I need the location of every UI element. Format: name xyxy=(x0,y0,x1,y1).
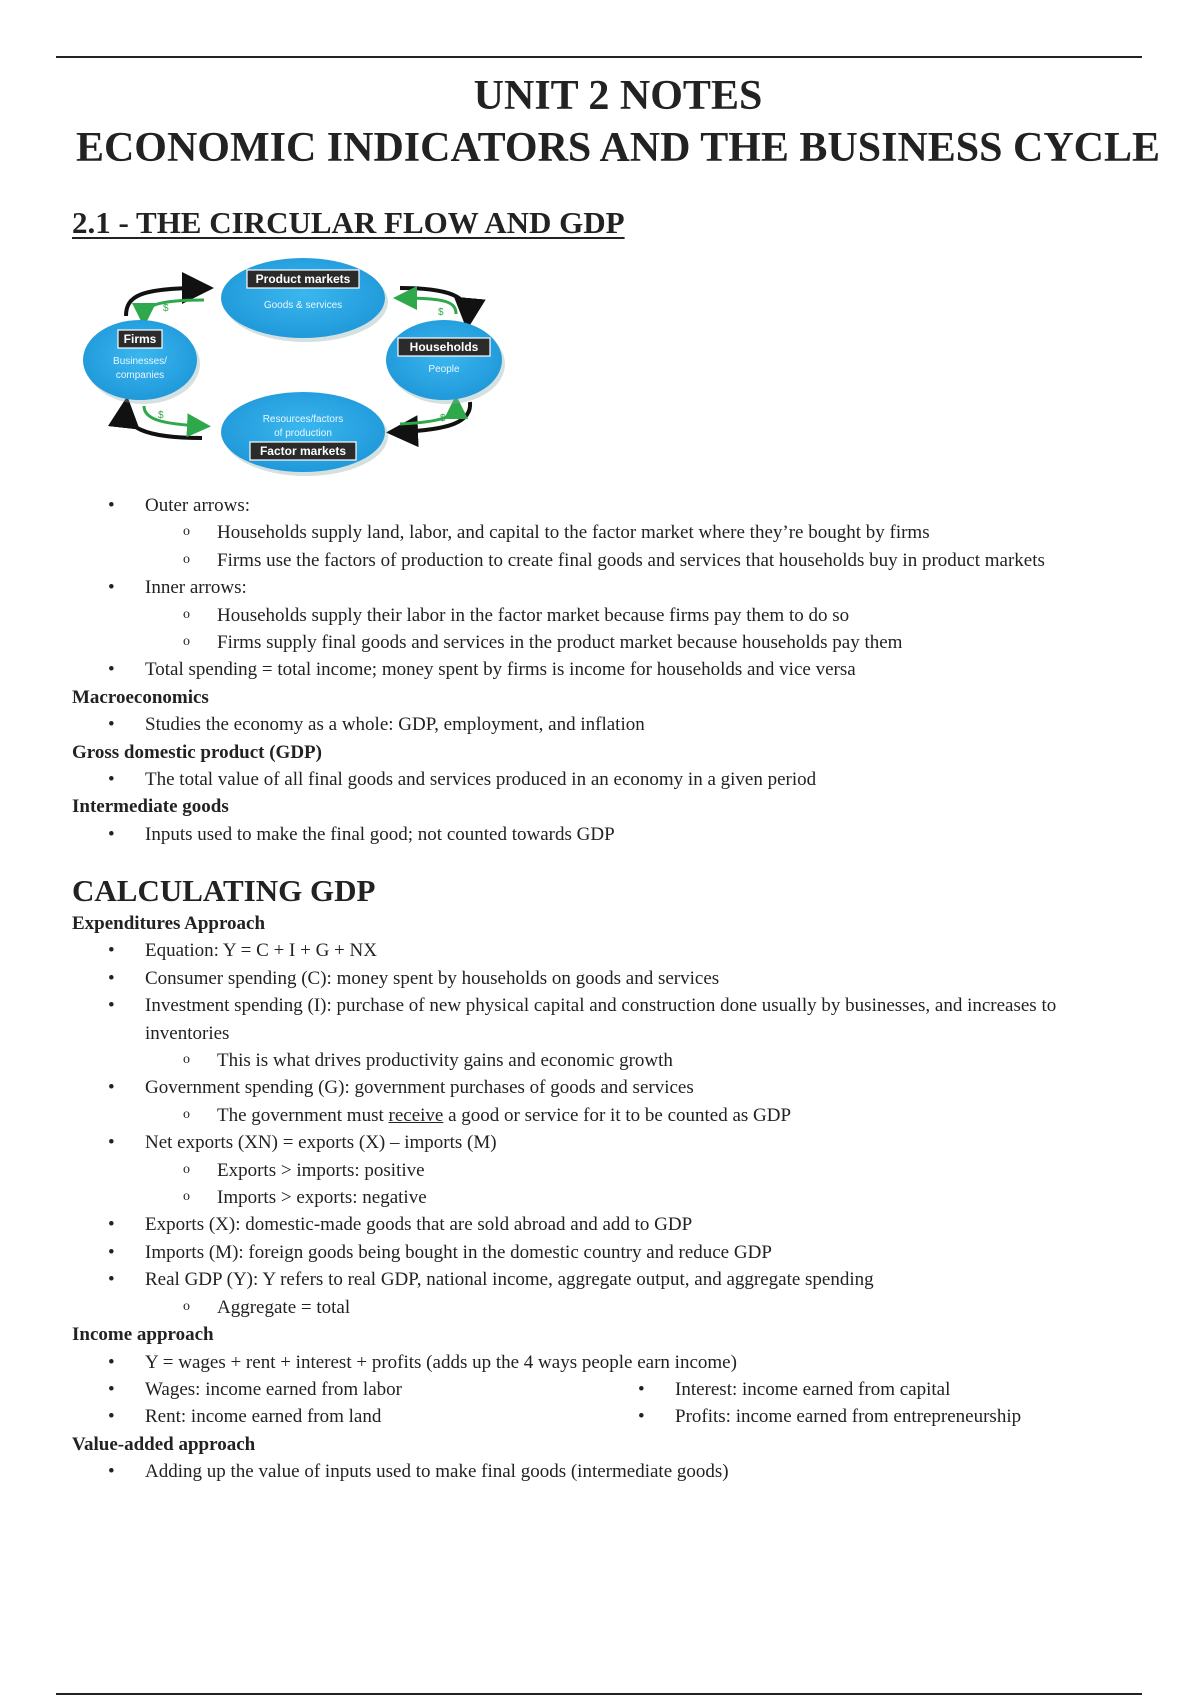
unit-subtitle: ECONOMIC INDICATORS AND THE BUSINESS CYCLE xyxy=(75,125,1161,171)
factor-markets-node xyxy=(221,392,388,476)
list-subitem: o Exports > imports: positive xyxy=(72,1157,1132,1184)
unit-title: UNIT 2 NOTES xyxy=(473,73,763,119)
section2-content xyxy=(72,910,1132,1486)
factor-markets-sub2: of production xyxy=(274,428,332,439)
income-two-column-list xyxy=(72,1376,1132,1431)
section-heading-circular-flow: 2.1 - THE CIRCULAR FLOW AND GDP xyxy=(72,205,625,240)
bottom-rule xyxy=(56,1693,1142,1695)
list-item: • Outer arrows: xyxy=(72,492,1132,519)
firms-sub1: Businesses/ xyxy=(113,356,167,367)
factor-markets-label: Factor markets xyxy=(259,444,347,458)
section-heading-calculating-gdp: CALCULATING GDP xyxy=(72,873,376,908)
product-markets-node xyxy=(221,258,388,342)
term-heading: Intermediate goods xyxy=(72,796,229,818)
dollar-label: $ xyxy=(158,410,164,421)
list-item: • Government spending (G): government purchases of goods and services xyxy=(72,1074,1132,1101)
households-sub: People xyxy=(428,364,460,375)
list-item: • Imports (M): foreign goods being bought in the domestic country and reduce GDP xyxy=(72,1239,1132,1266)
gov-sub-post: a good or service for it to be counted as GDP xyxy=(443,1104,792,1126)
list-subitem: o Households supply land, labor, and capital to the factor market where they’re bought by firms xyxy=(72,519,1132,546)
list-subitem: o Aggregate = total xyxy=(72,1294,1132,1321)
list-item: • Net exports (XN) = exports (X) – imports (M) xyxy=(72,1129,1132,1156)
firms-sub2: companies xyxy=(115,370,165,381)
term-heading: Macroeconomics xyxy=(72,686,209,708)
gov-sub-underlined: receive xyxy=(388,1104,444,1126)
list-subitem-government xyxy=(72,1102,1132,1129)
top-rule xyxy=(56,56,1142,58)
gov-sub-pre: The government must xyxy=(217,1104,389,1126)
list-item: • Interest: income earned from capital xyxy=(602,1376,1132,1403)
firms-label: Firms xyxy=(123,332,157,346)
product-markets-label: Product markets xyxy=(255,272,351,286)
outer-arrow-product-to-households xyxy=(400,288,468,318)
list-item: • Y = wages + rent + interest + profits (adds up the 4 ways people earn income) xyxy=(72,1349,1132,1376)
households-label: Households xyxy=(409,340,479,354)
dollar-label: $ xyxy=(163,303,169,314)
product-markets-sub: Goods & services xyxy=(263,300,343,311)
list-item: • Rent: income earned from land xyxy=(72,1403,602,1430)
dollar-label: $ xyxy=(438,307,444,318)
inner-arrow-factor-to-households xyxy=(400,404,456,424)
term-heading: Value-added approach xyxy=(72,1433,256,1455)
list-item: • Studies the economy as a whole: GDP, employment, and inflation xyxy=(72,711,1132,738)
list-item: • Inner arrows: xyxy=(72,574,1132,601)
inner-arrow-product-to-firms xyxy=(144,300,204,318)
circular-flow-diagram xyxy=(80,254,530,484)
section1-content xyxy=(72,492,1132,848)
list-subitem: o Households supply their labor in the factor market because firms pay them to do so xyxy=(72,602,1132,629)
list-item: • Profits: income earned from entrepreneurship xyxy=(602,1403,1132,1430)
list-item: • Adding up the value of inputs used to make final goods (intermediate goods) xyxy=(72,1458,1132,1485)
inner-arrow-firms-to-factor xyxy=(144,406,202,426)
list-subitem: o Firms supply final goods and services in the product market because households pay them xyxy=(72,629,1132,656)
list-item: • Total spending = total income; money spent by firms is income for households and vice versa xyxy=(72,656,1132,683)
list-subitem: o This is what drives productivity gains and economic growth xyxy=(72,1047,1132,1074)
list-item: • Consumer spending (C): money spent by households on goods and services xyxy=(72,965,1132,992)
list-item: • The total value of all final goods and services produced in an economy in a given period xyxy=(72,766,1132,793)
inner-arrow-households-to-product xyxy=(402,298,456,314)
list-item: • Wages: income earned from labor xyxy=(72,1376,602,1403)
factor-markets-sub1: Resources/factors xyxy=(262,414,344,425)
term-heading: Income approach xyxy=(72,1324,214,1346)
list-item: • Equation: Y = C + I + G + NX xyxy=(72,937,1132,964)
firms-node xyxy=(83,320,200,404)
list-subitem: o Imports > exports: negative xyxy=(72,1184,1132,1211)
term-heading: Gross domestic product (GDP) xyxy=(72,741,322,763)
list-subitem: o Firms use the factors of production to create final goods and services that households buy in product markets xyxy=(72,547,1132,574)
households-node xyxy=(386,320,505,404)
list-item: • Investment spending (I): purchase of new physical capital and construction done usually by businesses, and increases to inventories xyxy=(72,992,1132,1047)
list-item: • Exports (X): domestic-made goods that are sold abroad and add to GDP xyxy=(72,1211,1132,1238)
term-heading: Expenditures Approach xyxy=(72,913,266,934)
outer-arrow-households-to-factor xyxy=(398,402,470,432)
dollar-label: $ xyxy=(440,413,446,424)
list-item: • Real GDP (Y): Y refers to real GDP, national income, aggregate output, and aggregate spending xyxy=(72,1266,1132,1293)
list-item: • Inputs used to make the final good; not counted towards GDP xyxy=(72,821,1132,848)
